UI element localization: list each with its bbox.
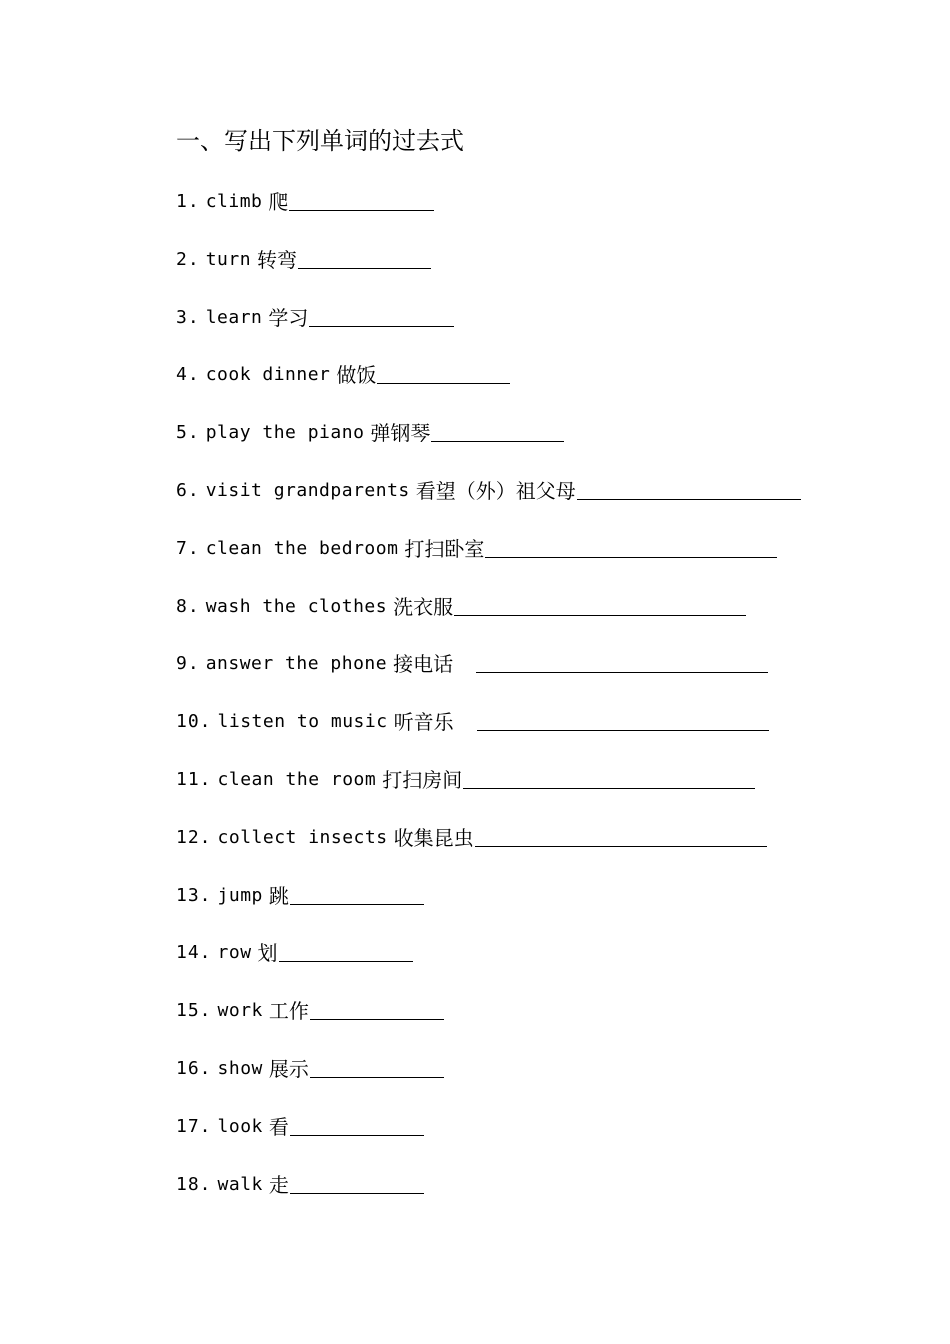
exercise-item [176,477,876,535]
exercise-item [176,882,876,940]
chinese-meaning: 接电话 [393,652,454,677]
exercise-item [176,535,876,593]
exercise-item [176,304,876,362]
english-phrase: collect insects [217,826,388,848]
chinese-meaning: 看 [268,1114,289,1139]
chinese-meaning: 做饭 [336,363,377,388]
answer-blank[interactable] [310,1055,444,1078]
exercise-item [176,246,876,304]
english-phrase: jump [217,884,263,906]
chinese-meaning: 打扫房间 [382,767,463,792]
chinese-meaning: 学习 [268,305,309,330]
exercise-item [176,1171,876,1229]
answer-blank[interactable] [290,882,424,905]
english-phrase: row [217,942,252,964]
answer-blank[interactable] [463,766,755,789]
answer-blank[interactable] [577,477,801,500]
item-number: 8. [176,595,200,617]
exercise-list [176,188,876,1228]
item-number: 5. [176,422,200,444]
chinese-meaning: 走 [268,1172,289,1197]
chinese-meaning: 工作 [268,999,309,1024]
item-number: 17. [176,1115,212,1137]
exercise-item [176,1113,876,1171]
english-phrase: climb [205,191,263,212]
exercise-item [176,708,876,766]
item-number: 2. [176,248,200,270]
chinese-meaning: 转弯 [257,247,298,272]
answer-blank[interactable] [289,188,434,211]
english-phrase: play the piano [205,422,365,444]
item-number: 1. [176,191,200,212]
item-number: 14. [176,942,212,964]
chinese-meaning: 展示 [268,1056,309,1081]
chinese-meaning: 弹钢琴 [370,421,431,446]
answer-blank[interactable] [476,650,768,673]
exercise-item [176,997,876,1055]
answer-blank[interactable] [298,246,431,269]
english-phrase: show [217,1057,263,1079]
exercise-item [176,1055,876,1113]
item-number: 4. [176,364,200,386]
exercise-item [176,419,876,477]
answer-blank[interactable] [485,535,777,558]
item-number: 6. [176,479,200,501]
exercise-item [176,939,876,997]
exercise-item [176,361,876,419]
item-number: 13. [176,884,212,906]
english-phrase: clean the bedroom [205,537,399,559]
chinese-meaning: 洗衣服 [393,594,454,619]
item-number: 7. [176,537,200,559]
answer-blank[interactable] [475,824,767,847]
answer-blank[interactable] [290,1171,424,1194]
exercise-item [176,766,876,824]
english-phrase: walk [217,1173,263,1195]
chinese-meaning: 收集昆虫 [393,825,474,850]
english-phrase: cook dinner [205,364,331,386]
exercise-item [176,188,876,246]
chinese-meaning: 跳 [268,883,289,908]
chinese-meaning: 划 [257,941,278,966]
english-phrase: wash the clothes [205,595,388,617]
item-number: 12. [176,826,212,848]
chinese-meaning: 爬 [268,190,289,214]
answer-blank[interactable] [309,304,454,327]
item-number: 9. [176,653,200,675]
answer-blank[interactable] [377,361,510,384]
exercise-item [176,824,876,882]
english-phrase: clean the room [217,768,377,790]
english-phrase: visit grandparents [205,479,410,501]
answer-blank[interactable] [431,419,564,442]
chinese-meaning: 听音乐 [393,710,454,735]
exercise-item [176,650,876,708]
english-phrase: work [217,1000,263,1022]
english-phrase: turn [205,248,252,270]
answer-blank[interactable] [477,708,769,731]
answer-blank[interactable] [290,1113,424,1136]
section-title: 一、写出下列单词的过去式 [176,127,464,155]
english-phrase: answer the phone [205,653,388,675]
english-phrase: learn [205,306,263,328]
exercise-item [176,593,876,651]
english-phrase: listen to music [217,711,388,733]
answer-blank[interactable] [310,997,444,1020]
chinese-meaning: 打扫卧室 [404,536,485,561]
answer-blank[interactable] [454,593,746,616]
item-number: 3. [176,306,200,328]
item-number: 15. [176,1000,212,1022]
item-number: 18. [176,1173,212,1195]
item-number: 16. [176,1057,212,1079]
chinese-meaning: 看望（外）祖父母 [415,478,576,503]
english-phrase: look [217,1115,263,1137]
item-number: 11. [176,768,212,790]
item-number: 10. [176,711,212,733]
answer-blank[interactable] [279,939,413,962]
